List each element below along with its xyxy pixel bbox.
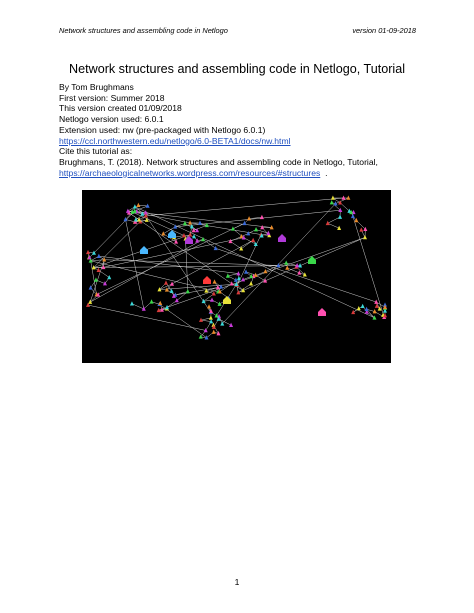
- network-edge: [94, 211, 135, 253]
- network-node: [260, 215, 264, 219]
- network-edge: [125, 219, 143, 308]
- network-node: [351, 310, 355, 314]
- network-node: [190, 224, 194, 228]
- network-node: [251, 238, 255, 242]
- network-node: [198, 221, 202, 225]
- network-edge: [103, 238, 243, 268]
- network-node: [357, 306, 361, 310]
- network-figure: [82, 190, 391, 363]
- network-node: [220, 321, 224, 325]
- network-node: [326, 221, 330, 225]
- network-node: [239, 246, 243, 250]
- network-node: [161, 231, 165, 235]
- network-edge: [353, 216, 384, 317]
- network-edge: [132, 304, 144, 309]
- network-node: [212, 330, 216, 334]
- network-node: [260, 225, 264, 229]
- document-title: Network structures and assembling code in Netlogo, Tutorial: [69, 62, 405, 76]
- network-edge: [135, 207, 375, 318]
- citation-link[interactable]: https://archaeologicalnetworks.wordpress.com/resources/#structures: [59, 167, 321, 178]
- network-node: [351, 214, 355, 218]
- network-node: [249, 281, 253, 285]
- network-edge: [88, 305, 206, 330]
- network-node: [150, 299, 154, 303]
- settlement-house-icon: [185, 236, 193, 244]
- network-node: [136, 203, 140, 207]
- network-edge: [328, 217, 340, 223]
- network-node: [346, 196, 350, 200]
- extension-link[interactable]: https://ccl.northwestern.edu/netlogo/6.0-BETA1/docs/nw.html: [59, 135, 291, 146]
- network-node: [137, 217, 141, 221]
- network-node: [209, 315, 213, 319]
- network-node: [338, 208, 342, 212]
- author-line: By Tom Brughmans: [59, 82, 134, 92]
- page-header: [59, 26, 416, 35]
- network-node: [126, 209, 130, 213]
- network-node: [365, 307, 369, 311]
- network-node: [88, 300, 92, 304]
- network-node: [186, 289, 190, 293]
- network-node: [359, 227, 363, 231]
- network-edge: [230, 236, 241, 241]
- network-node: [331, 196, 335, 200]
- cite-heading: Cite this tutorial as:: [59, 146, 133, 157]
- settlement-house-icon: [318, 308, 326, 316]
- network-node: [263, 269, 267, 273]
- network-node: [363, 227, 367, 231]
- network-node: [218, 302, 222, 306]
- network-node: [157, 287, 161, 291]
- network-node: [207, 304, 211, 308]
- metadata-block: [59, 82, 429, 178]
- network-node: [330, 200, 334, 204]
- network-node: [94, 277, 98, 281]
- network-node: [97, 268, 101, 272]
- network-node: [214, 246, 218, 250]
- header-right: version 01-09-2018: [352, 26, 416, 35]
- network-node: [86, 250, 90, 254]
- network-node: [230, 281, 234, 285]
- network-node: [284, 260, 288, 264]
- network-edge: [256, 230, 268, 234]
- network-node: [231, 226, 235, 230]
- network-node: [175, 298, 179, 302]
- network-edge: [219, 319, 232, 325]
- network-node: [285, 265, 289, 269]
- extension-line: Extension used: nw (pre-packaged with Netlogo 6.0.1): [59, 124, 266, 135]
- network-edge: [132, 212, 184, 235]
- network-node: [170, 281, 174, 285]
- network-node: [243, 221, 247, 225]
- network-node: [213, 279, 217, 283]
- network-node: [246, 231, 250, 235]
- network-edge: [94, 266, 297, 268]
- network-node: [229, 323, 233, 327]
- network-edge: [146, 216, 211, 312]
- network-node: [164, 280, 168, 284]
- network-node: [342, 196, 346, 200]
- network-node: [182, 233, 186, 237]
- network-edge: [222, 204, 335, 324]
- network-edge: [159, 237, 365, 310]
- first-version-line: First version: Summer 2018: [59, 92, 165, 103]
- network-node: [210, 297, 214, 301]
- network-node: [338, 215, 342, 219]
- created-line: This version created 01/09/2018: [59, 103, 182, 114]
- network-edge: [328, 223, 339, 228]
- citation-line: Brughmans, T. (2018). Network structures and assembling code in Netlogo, Tutorial,: [59, 156, 378, 167]
- network-visualization: [82, 190, 391, 363]
- network-node: [363, 235, 367, 239]
- network-node: [102, 257, 106, 261]
- settlement-house-icon: [203, 276, 211, 284]
- page-number: 1: [234, 577, 240, 587]
- header-left: Network structures and assembling code in Netlogo: [59, 26, 228, 35]
- network-node: [254, 227, 258, 231]
- network-node: [134, 217, 138, 221]
- network-node: [97, 254, 101, 258]
- network-edge: [241, 240, 253, 249]
- netlogo-version-line: Netlogo version used: 6.0.1: [59, 114, 164, 125]
- settlement-house-icon: [278, 234, 286, 242]
- network-node: [107, 275, 111, 279]
- citation-end: .: [325, 167, 328, 178]
- settlement-house-icon: [140, 246, 148, 254]
- network-node: [130, 301, 134, 305]
- settlement-house-icon: [223, 296, 231, 304]
- network-edge: [186, 239, 188, 292]
- network-node: [361, 304, 365, 308]
- network-node: [133, 204, 137, 208]
